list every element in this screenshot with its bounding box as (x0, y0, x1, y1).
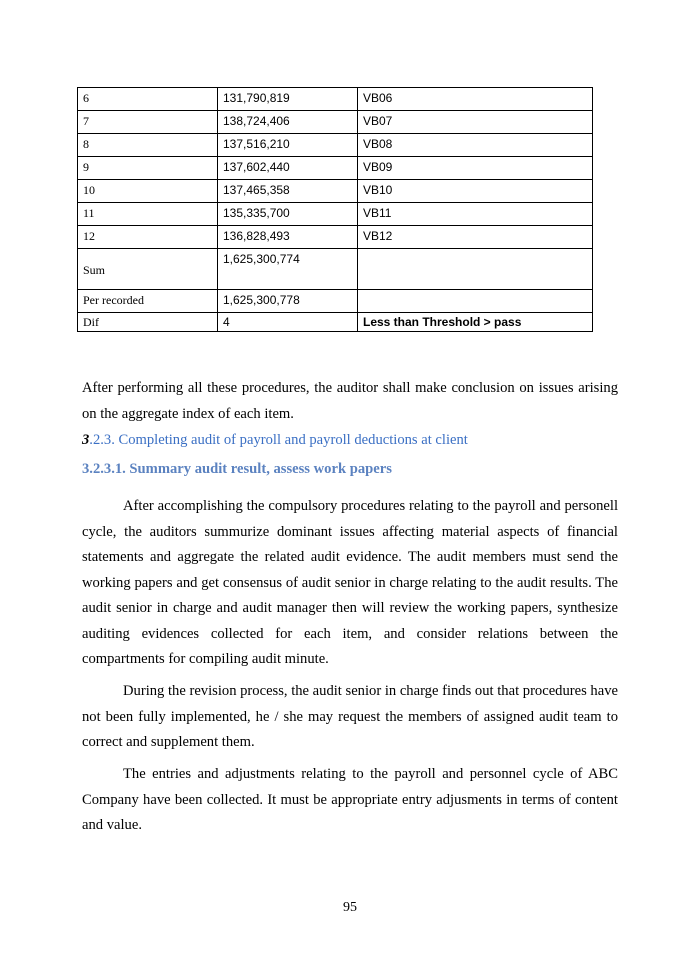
month-cell: 11 (78, 203, 218, 226)
recorded-reference (358, 290, 593, 313)
month-cell: 7 (78, 111, 218, 134)
month-cell: 9 (78, 157, 218, 180)
reference-cell: VB10 (358, 180, 593, 203)
paragraph-summary: After accomplishing the compulsory procedures relating to the payroll and personell cycle, the auditors summurize dominant issues affecting material aspects of financial statements and aggregate the related audit evidence. The audit members must send the working papers and get consensus of audit senior in charge relating to the audit results. The audit senior in charge and audit manager then will review the working papers, synthesize auditing evidences collected for each item, and consider relations between the compartments for compiling audit minute. (82, 498, 618, 667)
amount-cell: 137,602,440 (218, 157, 358, 180)
amount-cell: 138,724,406 (218, 111, 358, 134)
page-number: 95 (343, 900, 357, 915)
month-cell: 6 (78, 88, 218, 111)
difference-label: Dif (78, 313, 218, 332)
reference-cell: VB12 (358, 226, 593, 249)
sum-row (78, 249, 593, 290)
reference-cell: VB09 (358, 157, 593, 180)
section-heading-3-2-3-1: 3.2.3.1. Summary audit result, assess work papers (82, 461, 392, 477)
amount-cell: 137,516,210 (218, 134, 358, 157)
amount-cell: 136,828,493 (218, 226, 358, 249)
paragraph-entries: The entries and adjustments relating to the payroll and personnel cycle of ABC Company have been collected. It must be appropriate entry adjusments in terms of content and value. (82, 766, 618, 833)
heading-number-lead: 3 (82, 432, 90, 448)
table-row (78, 180, 593, 203)
recorded-label: Per recorded (78, 290, 218, 313)
amount-cell: 131,790,819 (218, 88, 358, 111)
paragraph-revision: During the revision process, the audit senior in charge finds out that procedures have not been fully implemented, he / she may request the members of assigned audit team to correct and supplement them. (82, 683, 618, 750)
reference-cell: VB06 (358, 88, 593, 111)
sum-label: Sum (78, 249, 218, 290)
table-row (78, 226, 593, 249)
recorded-row (78, 290, 593, 313)
month-cell: 8 (78, 134, 218, 157)
payroll-reconciliation-table (77, 87, 593, 332)
table-row (78, 157, 593, 180)
heading-text: .2.3. Completing audit of payroll and payroll deductions at client (89, 432, 468, 448)
table-row (78, 134, 593, 157)
recorded-amount: 1,625,300,778 (218, 290, 358, 313)
amount-cell: 137,465,358 (218, 180, 358, 203)
sum-amount: 1,625,300,774 (218, 249, 358, 290)
difference-result: Less than Threshold > pass (358, 313, 593, 332)
conclusion-paragraph: After performing all these procedures, the auditor shall make conclusion on issues arising on the aggregate index of each item. (82, 380, 618, 422)
month-cell: 10 (78, 180, 218, 203)
difference-row (78, 313, 593, 332)
table-row (78, 111, 593, 134)
table-row (78, 88, 593, 111)
difference-amount: 4 (218, 313, 358, 332)
reference-cell: VB11 (358, 203, 593, 226)
table-row (78, 203, 593, 226)
section-heading-3-2-3 (82, 430, 618, 450)
sum-reference (358, 249, 593, 290)
month-cell: 12 (78, 226, 218, 249)
amount-cell: 135,335,700 (218, 203, 358, 226)
reference-cell: VB07 (358, 111, 593, 134)
reference-cell: VB08 (358, 134, 593, 157)
